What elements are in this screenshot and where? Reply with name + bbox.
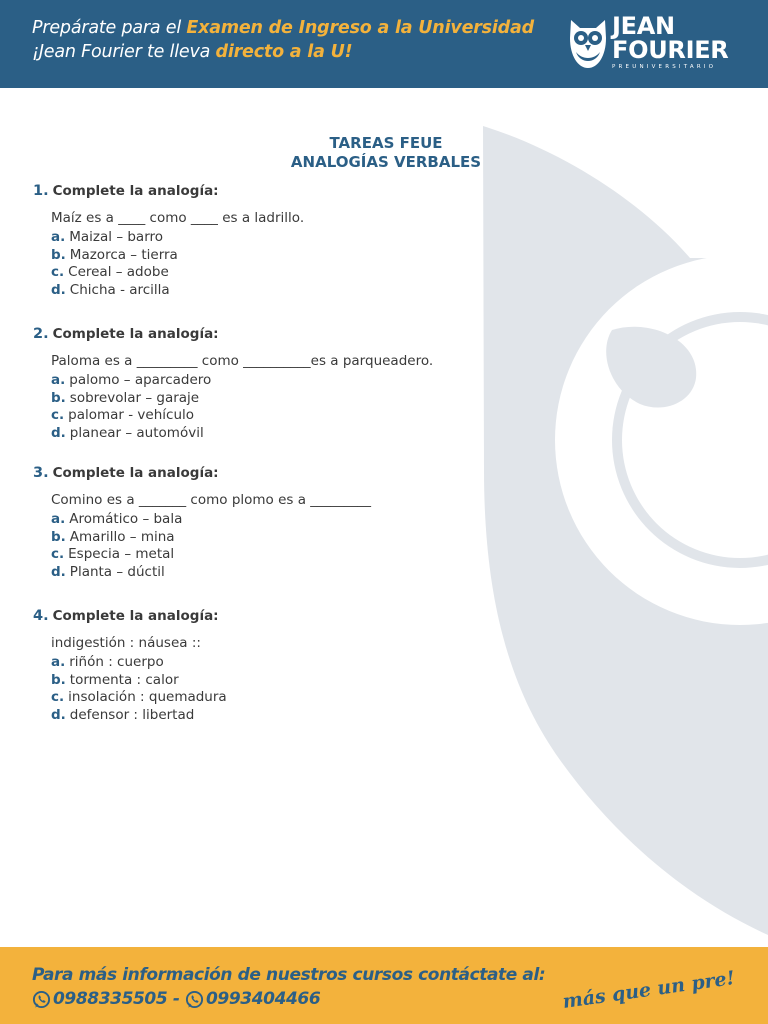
option-letter: c. bbox=[51, 407, 65, 424]
logo-subtitle: PREUNIVERSITARIO bbox=[612, 64, 717, 70]
question-4 bbox=[33, 607, 227, 725]
page-footer bbox=[0, 947, 768, 1024]
question-heading-text: Complete la analogía: bbox=[52, 183, 219, 199]
option-text: Maizal – barro bbox=[69, 229, 164, 245]
option-letter: b. bbox=[51, 389, 66, 406]
question-stem: Comino es a _______ como plomo es a _________ bbox=[51, 492, 372, 508]
option-a bbox=[51, 229, 304, 247]
option-c bbox=[51, 264, 304, 282]
question-heading bbox=[33, 325, 433, 343]
question-heading bbox=[33, 464, 371, 482]
slogan bbox=[560, 959, 740, 1013]
option-letter: b. bbox=[51, 671, 66, 688]
option-a bbox=[51, 372, 433, 390]
title-line1: TAREAS FEUE bbox=[329, 134, 443, 152]
option-letter: c. bbox=[51, 546, 65, 563]
option-text: tormenta : calor bbox=[69, 671, 179, 688]
question-heading bbox=[33, 182, 304, 200]
logo-line1: JEAN bbox=[612, 12, 675, 40]
option-letter: a. bbox=[51, 372, 66, 388]
option-d bbox=[51, 282, 304, 300]
option-b bbox=[51, 529, 371, 547]
whatsapp-icon bbox=[32, 990, 51, 1009]
option-b bbox=[51, 247, 304, 265]
whatsapp-icon bbox=[185, 990, 204, 1009]
question-1 bbox=[33, 182, 304, 300]
option-a bbox=[51, 511, 371, 529]
question-number: 2. bbox=[33, 326, 49, 342]
option-text: Chicha - arcilla bbox=[69, 282, 170, 299]
option-d bbox=[51, 707, 227, 725]
owl-logo-icon bbox=[568, 16, 608, 70]
option-d bbox=[51, 425, 433, 443]
option-text: Cereal – adobe bbox=[68, 264, 169, 281]
question-stem: Paloma es a _________ como __________es a parqueadero. bbox=[51, 353, 434, 369]
option-letter: a. bbox=[51, 511, 66, 527]
tagline-line2-prefix: ¡Jean Fourier te lleva bbox=[32, 42, 216, 62]
option-list bbox=[51, 511, 371, 582]
option-text: defensor : libertad bbox=[69, 707, 195, 724]
contact-text: Para más información de nuestros cursos contáctate al: bbox=[32, 965, 546, 985]
question-heading-text: Complete la analogía: bbox=[52, 608, 219, 624]
question-3 bbox=[33, 464, 371, 582]
option-c bbox=[51, 689, 227, 707]
option-letter: b. bbox=[51, 246, 66, 263]
option-text: planear – automóvil bbox=[69, 425, 204, 442]
option-text: Planta – dúctil bbox=[69, 564, 165, 581]
option-text: riñón : cuerpo bbox=[69, 654, 164, 670]
option-text: Especia – metal bbox=[68, 546, 175, 563]
question-stem: Maíz es a ____ como ____ es a ladrillo. bbox=[51, 210, 305, 226]
option-letter: d. bbox=[51, 425, 66, 442]
page-header bbox=[0, 0, 768, 88]
tagline-line1-highlight: Examen de Ingreso a la Universidad bbox=[186, 18, 534, 38]
option-b bbox=[51, 390, 433, 408]
option-text: sobrevolar – garaje bbox=[69, 389, 200, 406]
option-letter: d. bbox=[51, 282, 66, 299]
phone-number-1[interactable]: 0988335505 bbox=[53, 989, 168, 1009]
question-number: 3. bbox=[33, 465, 49, 481]
option-list bbox=[51, 654, 227, 725]
option-c bbox=[51, 546, 371, 564]
option-list bbox=[51, 372, 433, 443]
logo-line2: FOURIER bbox=[612, 36, 729, 64]
slogan-text: más que un pre! bbox=[561, 967, 737, 1013]
question-number: 4. bbox=[33, 608, 49, 624]
option-text: Amarillo – mina bbox=[69, 528, 175, 545]
logo-wordmark bbox=[612, 14, 728, 62]
option-text: insolación : quemadura bbox=[68, 689, 227, 706]
option-letter: c. bbox=[51, 689, 65, 706]
contact-info bbox=[32, 963, 545, 1011]
phone-separator: - bbox=[167, 989, 185, 1009]
option-b bbox=[51, 672, 227, 690]
option-d bbox=[51, 564, 371, 582]
tagline-line2-highlight: directo a la U! bbox=[215, 42, 353, 62]
title-line2: ANALOGÍAS VERBALES bbox=[290, 153, 482, 171]
question-heading-text: Complete la analogía: bbox=[52, 465, 219, 481]
question-heading bbox=[33, 607, 227, 625]
option-text: Aromático – bala bbox=[69, 511, 183, 527]
option-a bbox=[51, 654, 227, 672]
header-tagline bbox=[32, 16, 534, 64]
question-heading-text: Complete la analogía: bbox=[52, 326, 219, 342]
option-letter: b. bbox=[51, 528, 66, 545]
option-c bbox=[51, 407, 433, 425]
tagline-line1-prefix: Prepárate para el bbox=[32, 18, 187, 38]
phone-number-2[interactable]: 0993404466 bbox=[206, 989, 321, 1009]
question-2 bbox=[33, 325, 433, 443]
option-letter: a. bbox=[51, 654, 66, 670]
phone-numbers bbox=[32, 987, 545, 1011]
option-letter: d. bbox=[51, 564, 66, 581]
option-letter: d. bbox=[51, 707, 66, 724]
option-letter: a. bbox=[51, 229, 66, 245]
question-stem: indigestión : náusea :: bbox=[51, 635, 201, 651]
option-letter: c. bbox=[51, 264, 65, 281]
option-text: Mazorca – tierra bbox=[69, 246, 178, 263]
jean-fourier-logo bbox=[566, 14, 746, 74]
page-title bbox=[0, 134, 768, 172]
question-number: 1. bbox=[33, 183, 49, 199]
option-text: palomo – aparcadero bbox=[69, 372, 212, 388]
option-text: palomar - vehículo bbox=[68, 407, 195, 424]
option-list bbox=[51, 229, 304, 300]
